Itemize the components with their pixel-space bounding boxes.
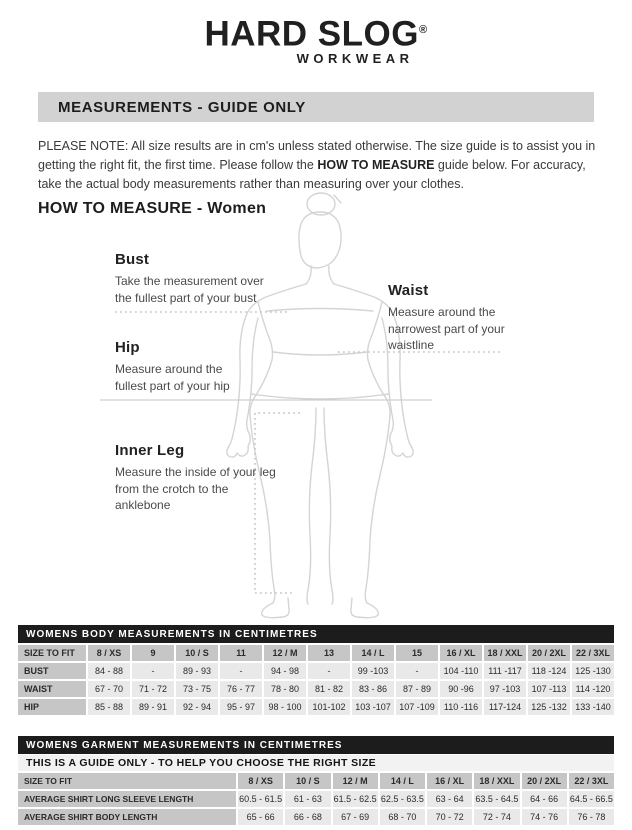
value-cell: 81 - 82 <box>308 681 350 697</box>
how-to-measure-inline-bold: HOW TO MEASURE <box>317 158 435 172</box>
value-cell: 60.5 - 61.5 <box>238 791 283 807</box>
value-cell: 111 -117 <box>484 663 526 679</box>
row-label-cell: WAIST <box>18 681 86 697</box>
hip-label-block <box>115 339 257 394</box>
table-row <box>18 809 614 825</box>
garment-table-subtitle: THIS IS A GUIDE ONLY - TO HELP YOU CHOOSE THE RIGHT SIZE <box>18 755 614 771</box>
value-cell: - <box>132 663 174 679</box>
value-cell: 12 / M <box>333 773 378 789</box>
inner-leg-description: Measure the inside of your leg from the crotch to the anklebone <box>115 465 276 512</box>
value-cell: 90 -96 <box>440 681 482 697</box>
value-cell: - <box>220 663 262 679</box>
value-cell: 66 - 68 <box>285 809 330 825</box>
value-cell: 76 - 78 <box>569 809 614 825</box>
garment-table-title: WOMENS GARMENT MEASUREMENTS IN CENTIMETRES <box>18 736 614 754</box>
value-cell: 67 - 70 <box>88 681 130 697</box>
value-cell: 95 - 97 <box>220 699 262 715</box>
value-cell: 62.5 - 63.5 <box>380 791 425 807</box>
value-cell: 117-124 <box>484 699 526 715</box>
value-cell: 22 / 3XL <box>572 645 614 661</box>
value-cell: 64.5 - 66.5 <box>569 791 614 807</box>
value-cell: 114 -120 <box>572 681 614 697</box>
measurement-diagram <box>0 190 632 625</box>
body-measurements-section <box>18 625 614 717</box>
value-cell: 13 <box>308 645 350 661</box>
garment-measurements-section <box>18 736 614 827</box>
waist-description: Measure around the narrowest part of your waistline <box>388 305 505 352</box>
value-cell: 125 -130 <box>572 663 614 679</box>
waist-garment-line <box>273 352 367 355</box>
value-cell: 89 - 91 <box>132 699 174 715</box>
right-leg <box>351 415 390 618</box>
value-cell: 18 / XXL <box>474 773 519 789</box>
bust-label-block <box>115 251 283 306</box>
row-label-cell: AVERAGE SHIRT BODY LENGTH <box>18 809 236 825</box>
table-header-row <box>18 773 614 789</box>
value-cell: 10 / S <box>285 773 330 789</box>
table-header-row <box>18 645 614 661</box>
value-cell: 9 <box>132 645 174 661</box>
measurements-title-bar <box>38 92 594 122</box>
value-cell: 14 / L <box>380 773 425 789</box>
brand-logo <box>0 12 632 68</box>
value-cell: 70 - 72 <box>427 809 472 825</box>
value-cell: 133 -140 <box>572 699 614 715</box>
value-cell: 11 <box>220 645 262 661</box>
value-cell: 92 - 94 <box>176 699 218 715</box>
value-cell: 61.5 - 62.5 <box>333 791 378 807</box>
value-cell: 63.5 - 64.5 <box>474 791 519 807</box>
waist-label-block <box>388 282 514 354</box>
table-row <box>18 663 614 679</box>
value-cell: 74 - 76 <box>522 809 567 825</box>
value-cell: 20 / 2XL <box>522 773 567 789</box>
hip-title: Hip <box>115 339 140 356</box>
row-label-cell: SIZE TO FIT <box>18 645 86 661</box>
value-cell: 89 - 93 <box>176 663 218 679</box>
body-measurements-table <box>16 643 616 717</box>
value-cell: 101-102 <box>308 699 350 715</box>
how-to-measure-heading: HOW TO MEASURE - Women <box>38 200 267 217</box>
value-cell: 15 <box>396 645 438 661</box>
value-cell: 71 - 72 <box>132 681 174 697</box>
value-cell: 22 / 3XL <box>569 773 614 789</box>
value-cell: 125 -132 <box>528 699 570 715</box>
hip-description: Measure around the fullest part of your hip <box>115 362 230 393</box>
value-cell: 16 / XL <box>440 645 482 661</box>
inner-leg-title: Inner Leg <box>115 442 185 459</box>
registered-mark: ® <box>418 24 428 36</box>
value-cell: 10 / S <box>176 645 218 661</box>
value-cell: - <box>308 663 350 679</box>
value-cell: 68 - 70 <box>380 809 425 825</box>
value-cell: 83 - 86 <box>352 681 394 697</box>
value-cell: 65 - 66 <box>238 809 283 825</box>
value-cell: 63 - 64 <box>427 791 472 807</box>
value-cell: 20 / 2XL <box>528 645 570 661</box>
row-label-cell: SIZE TO FIT <box>18 773 236 789</box>
value-cell: 85 - 88 <box>88 699 130 715</box>
table-row <box>18 699 614 715</box>
inner-leg-label-block <box>115 442 281 514</box>
head <box>299 212 341 268</box>
value-cell: 107 -113 <box>528 681 570 697</box>
bust-description: Take the measurement over the fullest part of your bust <box>115 274 264 305</box>
bust-garment-line <box>267 309 373 312</box>
value-cell: 61 - 63 <box>285 791 330 807</box>
value-cell: 78 - 80 <box>264 681 306 697</box>
value-cell: 72 - 74 <box>474 809 519 825</box>
value-cell: 98 - 100 <box>264 699 306 715</box>
please-note-text: PLEASE NOTE: All size results are in cm's unless stated otherwise. The size guide is to assist you in getting the right fit, the first time. Please follow the HOW TO MEASURE guide below. For accuracy, take the actual body measurements rather than measuring over your clothes. <box>38 139 596 191</box>
value-cell: 76 - 77 <box>220 681 262 697</box>
row-label-cell: BUST <box>18 663 86 679</box>
table-row <box>18 791 614 807</box>
value-cell: 8 / XS <box>238 773 283 789</box>
value-cell: 16 / XL <box>427 773 472 789</box>
hip-garment-line <box>251 394 389 399</box>
value-cell: 67 - 69 <box>333 809 378 825</box>
value-cell: 99 -103 <box>352 663 394 679</box>
value-cell: 14 / L <box>352 645 394 661</box>
value-cell: 107 -109 <box>396 699 438 715</box>
value-cell: 97 -103 <box>484 681 526 697</box>
body-table-title: WOMENS BODY MEASUREMENTS IN CENTIMETRES <box>18 625 614 643</box>
value-cell: 110 -116 <box>440 699 482 715</box>
value-cell: 12 / M <box>264 645 306 661</box>
measurements-title: MEASUREMENTS - GUIDE ONLY <box>58 98 306 116</box>
value-cell: 8 / XS <box>88 645 130 661</box>
row-label-cell: AVERAGE SHIRT LONG SLEEVE LENGTH <box>18 791 236 807</box>
garment-measurements-table <box>16 771 616 827</box>
bust-title: Bust <box>115 251 150 268</box>
row-label-cell: HIP <box>18 699 86 715</box>
waist-title: Waist <box>388 282 429 299</box>
value-cell: 118 -124 <box>528 663 570 679</box>
brand-tagline: WORKWEAR <box>296 50 414 66</box>
brand-name: HARD SLOG® <box>204 14 428 54</box>
value-cell: 84 - 88 <box>88 663 130 679</box>
value-cell: 64 - 66 <box>522 791 567 807</box>
value-cell: 94 - 98 <box>264 663 306 679</box>
value-cell: 18 / XXL <box>484 645 526 661</box>
value-cell: 103 -107 <box>352 699 394 715</box>
value-cell: 73 - 75 <box>176 681 218 697</box>
value-cell: - <box>396 663 438 679</box>
table-row <box>18 681 614 697</box>
value-cell: 104 -110 <box>440 663 482 679</box>
value-cell: 87 - 89 <box>396 681 438 697</box>
